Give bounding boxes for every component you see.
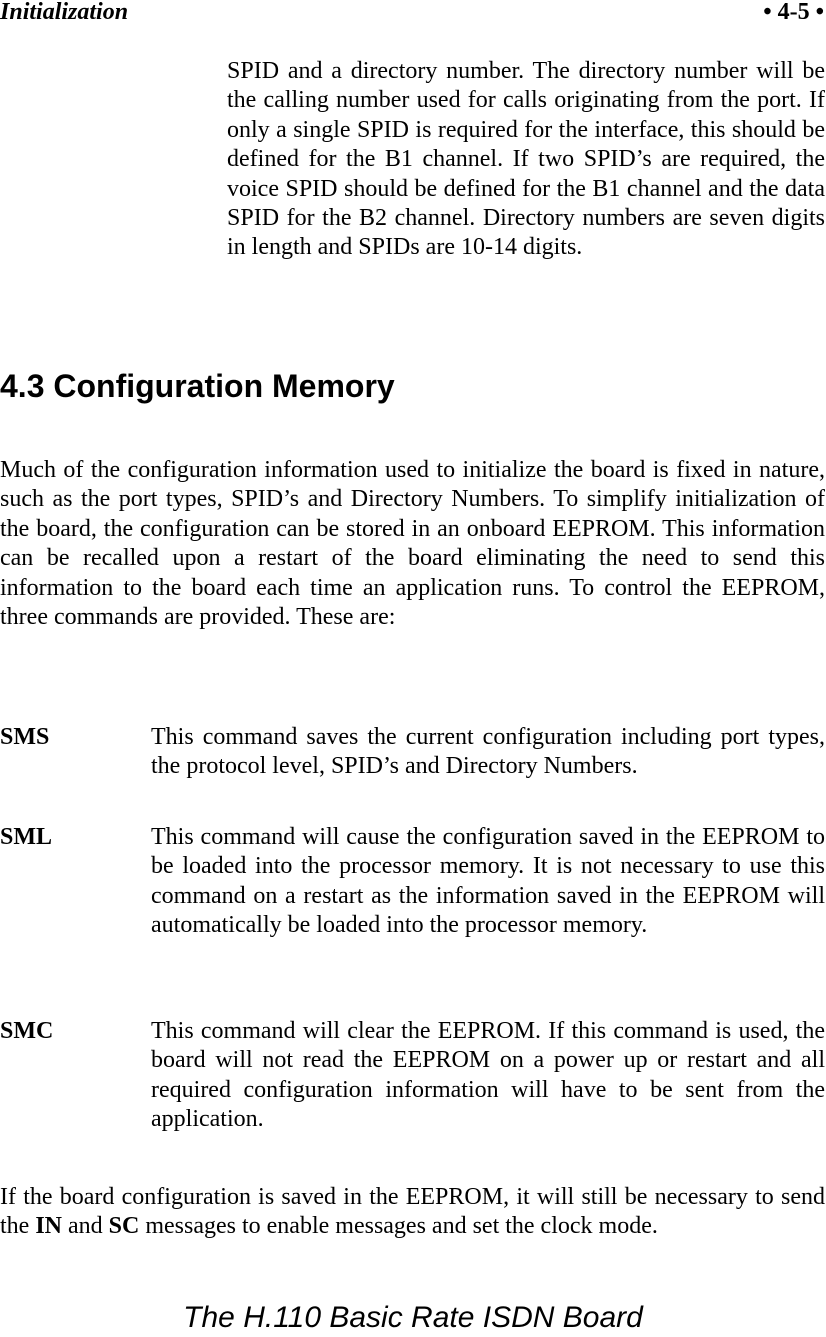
running-footer: The H.110 Basic Rate ISDN Board <box>183 1301 643 1334</box>
final-paragraph-text-2: and <box>62 1213 109 1240</box>
main-paragraph: Much of the configuration information used to initialize the board is fixed in nature, such as the port types, SPID’s and Directory Numbers. To simplify initialization of the board, the configuration can be stored in an onboard EEPROM. This information can be recalled upon a restart of the board eliminating the need to send this information to the board each time an application runs. To control the EEPROM, three commands are provided. These are: <box>0 457 825 631</box>
running-header-section: Initialization <box>0 0 129 25</box>
command-term-sml: SML <box>0 824 53 850</box>
in-message-name: IN <box>35 1213 62 1240</box>
command-term-smc: SMC <box>0 1018 54 1044</box>
page-number: • 4-5 • <box>763 0 824 25</box>
command-description-smc: This command will clear the EEPROM. If this command is used, the board will not read the EEPROM on a power up or restart and all required configuration information will have to be sent from the application. <box>151 1018 825 1133</box>
final-paragraph <box>0 1183 825 1242</box>
final-paragraph-text-3: messages to enable messages and set the clock mode. <box>139 1213 658 1240</box>
sc-message-name: SC <box>108 1213 140 1240</box>
intro-paragraph: SPID and a directory number. The directory number will be the calling number used for calls originating from the port. If only a single SPID is required for the interface, this should be defined for the B1 channel. If two SPID’s are required, the voice SPID should be defined for the B1 channel and the data SPID for the B2 channel. Directory numbers are seven digits in length and SPIDs are 10-14 digits. <box>227 58 825 261</box>
command-description-sml: This command will cause the configuration saved in the EEPROM to be loaded into the processor memory. It is not necessary to use this command on a restart as the information saved in the EEPROM will automatically be loaded into the processor memory. <box>151 824 825 939</box>
command-description-sms: This command saves the current configuration including port types, the protocol level, SPID’s and Directory Numbers. <box>151 724 825 780</box>
command-term-sms: SMS <box>0 724 50 750</box>
final-paragraph-text-1: If the board configuration is saved in the EEPROM, it will still be necessary to send the <box>0 1184 825 1240</box>
section-heading: 4.3 Configuration Memory <box>0 368 395 404</box>
